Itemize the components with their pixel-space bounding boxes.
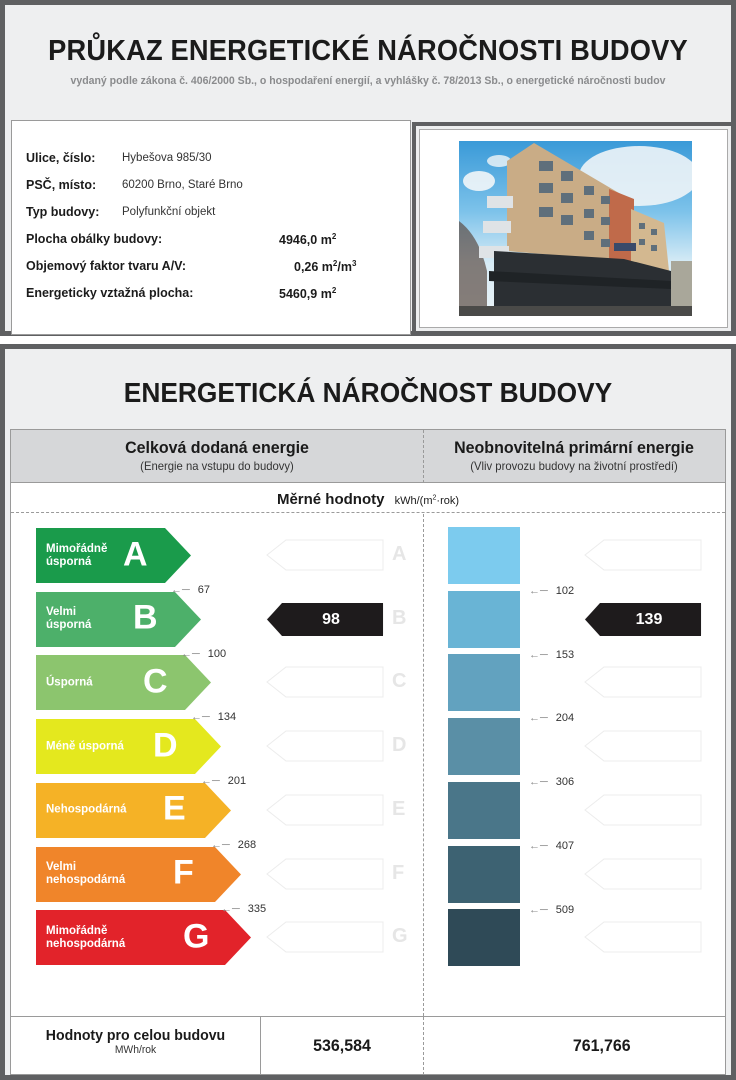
primary-energy-total: 761,766 bbox=[572, 1036, 631, 1055]
delivered-threshold: ←─ 67 bbox=[171, 584, 211, 596]
arrow-left-icon: ←─ bbox=[529, 712, 548, 725]
class-label: Úsporná bbox=[46, 676, 93, 689]
class-letter: A bbox=[123, 535, 148, 574]
document-subtitle: vydaný podle zákona č. 406/2000 Sb., o hospodaření energií, a vyhlášky č. 78/2013 Sb., o energetické náročnosti budov bbox=[70, 75, 666, 87]
class-bar-c bbox=[36, 655, 211, 710]
delivered-energy-heading: Celková dodaná energie bbox=[125, 438, 309, 457]
delivered-slot-letter: E bbox=[392, 797, 406, 820]
primary-indicator-slot-f bbox=[584, 858, 702, 890]
arrow-left-icon: ←─ bbox=[529, 648, 548, 661]
primary-energy-header bbox=[423, 430, 725, 483]
delivered-energy-value-marker: 98 bbox=[267, 603, 383, 636]
primary-energy-value-marker: 139 bbox=[585, 603, 701, 636]
primary-threshold: ←─ 509 bbox=[529, 903, 575, 916]
type-label: Typ budovy: bbox=[26, 205, 100, 219]
arrow-left-icon: ←─ bbox=[191, 711, 210, 724]
delivered-indicator-slot-d bbox=[266, 730, 384, 762]
delivered-indicator-slot-e bbox=[266, 794, 384, 826]
class-bar-a bbox=[36, 528, 191, 583]
certificate-header-panel bbox=[0, 0, 736, 336]
arrow-left-icon: ←─ bbox=[529, 585, 548, 597]
class-label: Velmi nehospodárná bbox=[46, 861, 126, 886]
specific-values-label: Měrné hodnoty bbox=[276, 490, 385, 508]
delivered-slot-letter: G bbox=[392, 925, 408, 948]
primary-class-block-g bbox=[448, 909, 520, 966]
class-letter: D bbox=[153, 726, 178, 765]
primary-threshold: ←─ 306 bbox=[529, 776, 575, 789]
type-value: Polyfunkční objekt bbox=[122, 206, 216, 218]
photo-frame bbox=[412, 122, 735, 335]
energy-area-label: Energeticky vztažná plocha: bbox=[26, 286, 194, 300]
class-bar-g bbox=[36, 910, 251, 965]
shape-factor-value: 0,26 $m^2/m^3$ bbox=[294, 259, 357, 275]
primary-threshold: ←─ 204 bbox=[529, 712, 575, 725]
primary-class-block-b bbox=[448, 591, 520, 648]
delivered-slot-letter: D bbox=[392, 734, 407, 757]
shape-factor-row bbox=[26, 259, 406, 273]
delivered-indicator-slot-f bbox=[266, 858, 384, 890]
delivered-threshold: ←─ 335 bbox=[221, 902, 267, 915]
type-row bbox=[26, 205, 216, 219]
energy-table bbox=[10, 429, 726, 1075]
primary-class-block-e bbox=[448, 782, 520, 839]
primary-class-block-f bbox=[448, 846, 520, 903]
arrow-left-icon: ←─ bbox=[529, 903, 548, 916]
arrow-left-icon: ←─ bbox=[171, 584, 190, 596]
city-value: 60200 Brno, Staré Brno bbox=[122, 179, 243, 191]
energy-title: ENERGETICKÁ NÁROČNOST BUDOVY bbox=[123, 377, 613, 408]
primary-indicator-slot-a bbox=[584, 539, 702, 571]
primary-class-block-a bbox=[448, 527, 520, 584]
class-label: Mimořádně nehospodárná bbox=[46, 924, 126, 950]
building-illustration-icon bbox=[459, 141, 692, 316]
arrow-left-icon: ←─ bbox=[201, 775, 220, 788]
delivered-slot-letter: A bbox=[392, 543, 407, 565]
class-bar-e bbox=[36, 783, 231, 838]
document-title: PRŮKAZ ENERGETICKÉ NÁROČNOSTI BUDOVY bbox=[48, 35, 688, 67]
specific-values-unit: kWh/$(m^2\cdot rok)$ bbox=[394, 494, 460, 507]
delivered-slot-letter: B bbox=[392, 606, 407, 629]
delivered-energy-total: 536,584 bbox=[313, 1036, 371, 1055]
street-row bbox=[26, 151, 212, 165]
specific-values-row bbox=[11, 483, 725, 513]
delivered-slot-letter: F bbox=[392, 861, 405, 884]
class-letter: G bbox=[183, 917, 210, 956]
primary-threshold: ←─ 102 bbox=[529, 585, 575, 597]
city-row bbox=[26, 178, 243, 192]
column-divider-bottom bbox=[423, 1017, 424, 1075]
primary-energy-heading: Neobnovitelná primární energie bbox=[454, 438, 694, 457]
arrow-left-icon: ←─ bbox=[529, 776, 548, 789]
class-label: Velmi úsporná bbox=[46, 606, 92, 632]
class-letter: C bbox=[143, 662, 168, 701]
primary-class-block-d bbox=[448, 718, 520, 775]
class-label: Nehospodárná bbox=[46, 803, 127, 816]
envelope-value: 4946,0 $m^2$ bbox=[279, 232, 337, 248]
street-label: Ulice, číslo: bbox=[26, 151, 96, 165]
shape-factor-label: Objemový faktor tvaru A/V: bbox=[26, 259, 186, 273]
photo-inner bbox=[419, 129, 728, 328]
class-letter: F bbox=[173, 853, 194, 892]
envelope-row bbox=[26, 232, 406, 246]
delivered-indicator-slot-a bbox=[266, 539, 384, 571]
delivered-energy-header bbox=[11, 430, 423, 483]
arrow-left-icon: ←─ bbox=[181, 647, 200, 660]
energy-area-value: 5460,9 $m^2$ bbox=[279, 286, 337, 302]
primary-indicator-slot-c bbox=[584, 666, 702, 698]
delivered-energy-subheading: (Energie na vstupu do budovy) bbox=[140, 459, 294, 473]
class-letter: B bbox=[133, 598, 158, 637]
class-label: Mimořádně úsporná bbox=[46, 542, 108, 568]
primary-energy-subheading: (Vliv provozu budovy na životní prostředí) bbox=[470, 459, 678, 473]
primary-indicator-slot-d bbox=[584, 730, 702, 762]
column-divider-top bbox=[423, 430, 424, 483]
arrow-left-icon: ←─ bbox=[211, 838, 230, 851]
class-letter: E bbox=[163, 790, 186, 829]
whole-building-label-cell bbox=[11, 1017, 261, 1075]
arrow-left-icon: ←─ bbox=[221, 902, 240, 915]
class-bar-f bbox=[36, 847, 241, 902]
column-divider bbox=[423, 514, 424, 1016]
primary-threshold: ←─ 407 bbox=[529, 839, 575, 852]
class-label: Méně úsporná bbox=[46, 740, 124, 753]
delivered-threshold: ←─ 134 bbox=[191, 711, 237, 724]
energy-performance-panel bbox=[0, 344, 736, 1080]
city-label: PSČ, místo: bbox=[26, 178, 97, 192]
street-value: Hybešova 985/30 bbox=[122, 152, 212, 164]
delivered-indicator-slot-c bbox=[266, 666, 384, 698]
delivered-threshold: ←─ 201 bbox=[201, 775, 247, 788]
delivered-threshold: ←─ 268 bbox=[211, 838, 257, 851]
primary-threshold: ←─ 153 bbox=[529, 648, 575, 661]
delivered-indicator-slot-g bbox=[266, 921, 384, 953]
building-photo bbox=[459, 141, 692, 316]
envelope-label: Plocha obálky budovy: bbox=[26, 232, 163, 246]
whole-building-unit: MWh/rok bbox=[114, 1044, 157, 1056]
whole-building-row bbox=[11, 1016, 725, 1074]
delivered-threshold: ←─ 100 bbox=[181, 647, 227, 660]
class-bar-d bbox=[36, 719, 221, 774]
primary-indicator-slot-g bbox=[584, 921, 702, 953]
arrow-left-icon: ←─ bbox=[529, 839, 548, 852]
primary-indicator-slot-e bbox=[584, 794, 702, 826]
delivered-slot-letter: C bbox=[392, 670, 407, 693]
primary-class-block-c bbox=[448, 654, 520, 711]
class-bar-b bbox=[36, 592, 201, 647]
building-info-box bbox=[11, 120, 411, 335]
whole-building-label: Hodnoty pro celou budovu bbox=[45, 1027, 226, 1044]
energy-area-row bbox=[26, 286, 406, 300]
